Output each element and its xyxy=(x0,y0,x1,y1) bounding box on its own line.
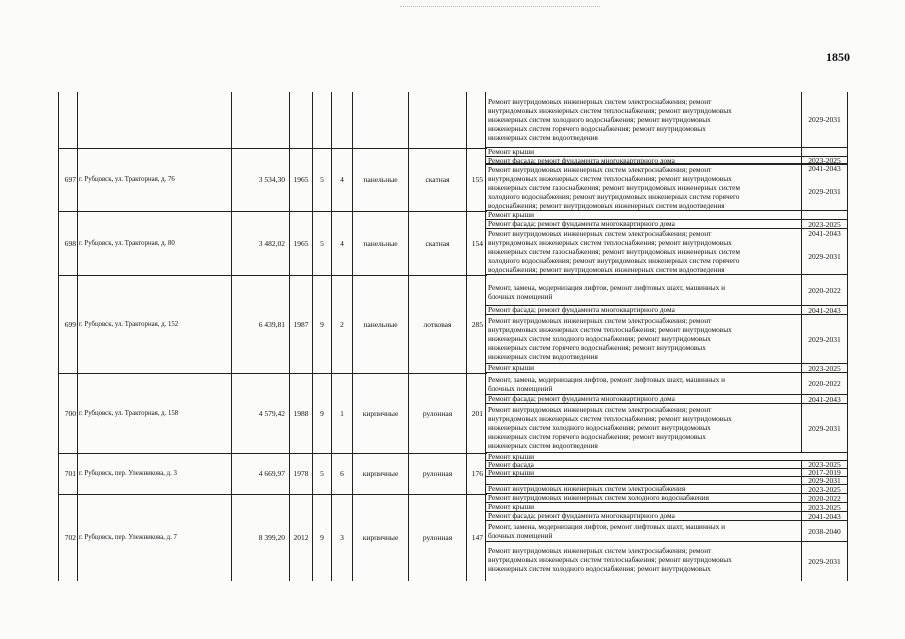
work-item xyxy=(486,373,847,395)
cell-address: г. Рубцовск, пер. Улежникова, д. 3 xyxy=(78,453,232,494)
cell-year: 1978 xyxy=(290,453,313,494)
work-text: Ремонт, замена, модернизация лифтов, ремонт лифтовых шахт, машинных и блочных помещений xyxy=(488,523,726,540)
page-number: 1850 xyxy=(826,50,850,64)
work-item xyxy=(486,395,847,404)
work-years: 2041-2043 xyxy=(801,164,847,173)
work-item xyxy=(486,164,847,211)
cell-roof: лотковая xyxy=(409,275,467,373)
work-years: 2023-2025 xyxy=(801,461,847,468)
work-item xyxy=(486,485,847,494)
work-text: Ремонт фасада; ремонт фундамента многоквартирного дома xyxy=(488,512,675,520)
works-list xyxy=(486,494,847,581)
cell-area: 3 534,30 xyxy=(232,148,290,211)
work-text: Ремонт фасада; ремонт фундамента многоквартирного дома xyxy=(488,395,675,403)
work-text: Ремонт внутридомовых инженерных систем электроснабжения; ремонт внутридомовых инженерных систем теплоснабжения; ремонт внутридомовых инженерных систем газоснабжения; ремонт внутридомовых инженерных систем холодного водоснабжения; ремонт внутридомовых инженерных систем горячего водоснабжения; ремонт внутридомовых инженерных систем водоотведения xyxy=(488,230,741,274)
cell-floors: 9 xyxy=(313,373,332,453)
cell-residents xyxy=(467,92,486,148)
cell-walls: кирпичные xyxy=(353,494,409,581)
table-row xyxy=(58,148,847,211)
cell-residents: 154 xyxy=(467,211,486,275)
cell-walls: кирпичные xyxy=(353,453,409,494)
cell-floors: 5 xyxy=(313,453,332,494)
work-item xyxy=(486,494,847,503)
work-item xyxy=(486,542,847,581)
cell-address: г. Рубцовск, ул. Тракторная, д. 76 xyxy=(78,148,232,211)
cell-address: г. Рубцовск, ул. Тракторная, д. 80 xyxy=(78,211,232,275)
cell-entrances xyxy=(332,92,353,148)
works-list xyxy=(486,453,847,494)
work-years: 2020-2022 xyxy=(801,373,847,394)
table-border-right xyxy=(847,92,848,581)
table-row xyxy=(58,494,847,581)
cell-floors: 9 xyxy=(313,494,332,581)
work-years: 2023-2025 xyxy=(801,157,847,163)
cell-area: 4 669,97 xyxy=(232,453,290,494)
work-item xyxy=(486,148,847,157)
cell-area: 8 399,20 xyxy=(232,494,290,581)
work-item xyxy=(486,315,847,364)
cell-year: 1965 xyxy=(290,211,313,275)
work-item xyxy=(486,211,847,220)
cell-roof: рулонная xyxy=(409,494,467,581)
work-item xyxy=(486,469,847,477)
cell-walls: кирпичные xyxy=(353,373,409,453)
works-list xyxy=(486,211,847,275)
work-years: 2020-2022 xyxy=(801,494,847,502)
cell-walls: панельные xyxy=(353,275,409,373)
work-item xyxy=(486,503,847,512)
work-item xyxy=(486,477,847,485)
cell-roof: скатная xyxy=(409,211,467,275)
work-years: 2029-2031 xyxy=(801,404,847,452)
work-years: 2023-2025 xyxy=(801,364,847,372)
work-text: Ремонт крыши xyxy=(488,364,535,372)
cell-roof: скатная xyxy=(409,148,467,211)
work-item xyxy=(486,512,847,521)
cell-number: 699 xyxy=(58,275,78,373)
work-item xyxy=(486,220,847,229)
cell-roof xyxy=(409,92,467,148)
cell-address xyxy=(78,92,232,148)
work-text: Ремонт крыши xyxy=(488,469,535,477)
cell-number: 698 xyxy=(58,211,78,275)
cell-entrances: 2 xyxy=(332,275,353,373)
work-years: 2023-2025 xyxy=(801,485,847,493)
work-text: Ремонт внутридомовых инженерных систем электроснабжения; ремонт внутридомовых инженерных систем теплоснабжения; ремонт внутридомовых инженерных систем холодного водоснабжения; ремонт внутридомовых инженерных систем горячего водоснабжения; ремонт внутридомовых инженерных систем водоотведения xyxy=(488,406,732,450)
work-item xyxy=(486,404,847,453)
work-item xyxy=(486,364,847,373)
cell-entrances: 4 xyxy=(332,211,353,275)
work-years: 2029-2031 xyxy=(801,315,847,363)
work-years: 2017-2019 xyxy=(801,469,847,476)
cell-entrances: 3 xyxy=(332,494,353,581)
work-years: 2038-2040 xyxy=(801,521,847,541)
cell-number: 702 xyxy=(58,494,78,581)
cell-entrances: 4 xyxy=(332,148,353,211)
work-text: Ремонт крыши xyxy=(488,211,535,219)
cell-entrances: 6 xyxy=(332,453,353,494)
cell-residents: 201 xyxy=(467,373,486,453)
cell-area xyxy=(232,92,290,148)
work-years: 2041-2043 xyxy=(801,306,847,314)
cell-residents: 285 xyxy=(467,275,486,373)
cell-address: г. Рубцовск, пер. Улежникова, д. 7 xyxy=(78,494,232,581)
cell-residents: 155 xyxy=(467,148,486,211)
work-text: Ремонт, замена, модернизация лифтов, ремонт лифтовых шахт, машинных и блочных помещений xyxy=(488,376,726,393)
work-years: 2029-2031 xyxy=(801,173,847,210)
work-text: Ремонт крыши xyxy=(488,453,535,461)
cell-year xyxy=(290,92,313,148)
work-item xyxy=(486,157,847,164)
work-text: Ремонт фасада xyxy=(488,461,534,469)
work-item xyxy=(486,92,847,148)
cell-entrances: 1 xyxy=(332,373,353,453)
work-years: 2029-2031 xyxy=(801,477,847,484)
work-years: 2029-2031 xyxy=(801,92,847,147)
cell-walls: панельные xyxy=(353,148,409,211)
work-text: Ремонт крыши xyxy=(488,503,535,511)
work-text: Ремонт, замена, модернизация лифтов, ремонт лифтовых шахт, машинных и блочных помещений xyxy=(488,284,726,301)
work-years: 2041-2043 xyxy=(801,229,847,238)
cell-area: 3 482,02 xyxy=(232,211,290,275)
work-years xyxy=(801,211,847,219)
cell-residents: 176 xyxy=(467,453,486,494)
cell-year: 1987 xyxy=(290,275,313,373)
work-years: 2023-2025 xyxy=(801,220,847,228)
work-item xyxy=(486,275,847,306)
work-text: Ремонт внутридомовых инженерных систем электроснабжения; ремонт внутридомовых инженерных систем теплоснабжения; ремонт внутридомовых инженерных систем холодного водоснабжения; ремонт внутридомовых инженерных систем горячего водоснабжения; ремонт внутридомовых инженерных систем водоотведения xyxy=(488,98,732,142)
cell-floors xyxy=(313,92,332,148)
works-list xyxy=(486,148,847,211)
cell-roof: рулонная xyxy=(409,373,467,453)
table-row xyxy=(58,211,847,275)
work-text: Ремонт внутридомовых инженерных систем холодного водоснабжения xyxy=(488,494,710,502)
cell-walls: панельные xyxy=(353,211,409,275)
cell-number xyxy=(58,92,78,148)
works-list xyxy=(486,92,847,148)
table-row xyxy=(58,373,847,453)
work-text: Ремонт фасада; ремонт фундамента многоквартирного дома xyxy=(488,157,675,164)
work-text: Ремонт внутридомовых инженерных систем электроснабжения; ремонт внутридомовых инженерных систем теплоснабжения; ремонт внутридомовых инженерных систем газоснабжения; ремонт внутридомовых инженерных систем холодного водоснабжения; ремонт внутридомовых инженерных систем горячего водоснабжения; ремонт внутридомовых инженерных систем водоотведения xyxy=(488,166,741,210)
cell-floors: 5 xyxy=(313,211,332,275)
table-row-carryover xyxy=(58,92,847,148)
cell-area: 6 439,81 xyxy=(232,275,290,373)
work-years: 2023-2025 xyxy=(801,503,847,511)
work-item xyxy=(486,461,847,469)
work-item xyxy=(486,306,847,315)
cell-address: г. Рубцовск, ул. Тракторная, д. 158 xyxy=(78,373,232,453)
cell-number: 700 xyxy=(58,373,78,453)
cell-number: 701 xyxy=(58,453,78,494)
cell-roof: рулонная xyxy=(409,453,467,494)
cell-address: г. Рубцовск, ул. Тракторная, д. 152 xyxy=(78,275,232,373)
work-years: 2029-2031 xyxy=(801,238,847,274)
work-text: Ремонт внутридомовых инженерных систем электроснабжения xyxy=(488,485,686,493)
cell-year: 2012 xyxy=(290,494,313,581)
work-text: Ремонт внутридомовых инженерных систем электроснабжения; ремонт внутридомовых инженерных систем теплоснабжения; ремонт внутридомовых инженерных систем холодного водоснабжения; ремонт внутридомовых инженерных систем горячего водоснабжения; ремонт внутридомовых инженерных систем водоотведения xyxy=(488,317,732,361)
cell-floors: 5 xyxy=(313,148,332,211)
cell-area: 4 579,42 xyxy=(232,373,290,453)
cell-walls xyxy=(353,92,409,148)
work-years: 2020-2022 xyxy=(801,275,847,305)
work-text: Ремонт крыши xyxy=(488,148,535,156)
work-years: 2041-2043 xyxy=(801,395,847,403)
work-text: Ремонт внутридомовых инженерных систем электроснабжения; ремонт внутридомовых инженерных систем теплоснабжения; ремонт внутридомовых инженерных систем холодного водоснабжения; ремонт внутридомовых xyxy=(488,547,732,573)
work-item xyxy=(486,229,847,275)
work-text: Ремонт фасада; ремонт фундамента многоквартирного дома xyxy=(488,306,675,314)
cell-floors: 9 xyxy=(313,275,332,373)
cell-year: 1965 xyxy=(290,148,313,211)
work-item xyxy=(486,453,847,461)
cell-year: 1988 xyxy=(290,373,313,453)
work-item xyxy=(486,521,847,542)
work-years: 2029-2031 xyxy=(801,542,847,581)
works-list xyxy=(486,373,847,453)
scan-artifact xyxy=(400,6,600,8)
cell-residents: 147 xyxy=(467,494,486,581)
work-years: 2041-2043 xyxy=(801,512,847,520)
works-list xyxy=(486,275,847,373)
table-row xyxy=(58,453,847,494)
cell-number: 697 xyxy=(58,148,78,211)
table-row xyxy=(58,275,847,373)
work-text: Ремонт фасада; ремонт фундамента многоквартирного дома xyxy=(488,220,675,228)
